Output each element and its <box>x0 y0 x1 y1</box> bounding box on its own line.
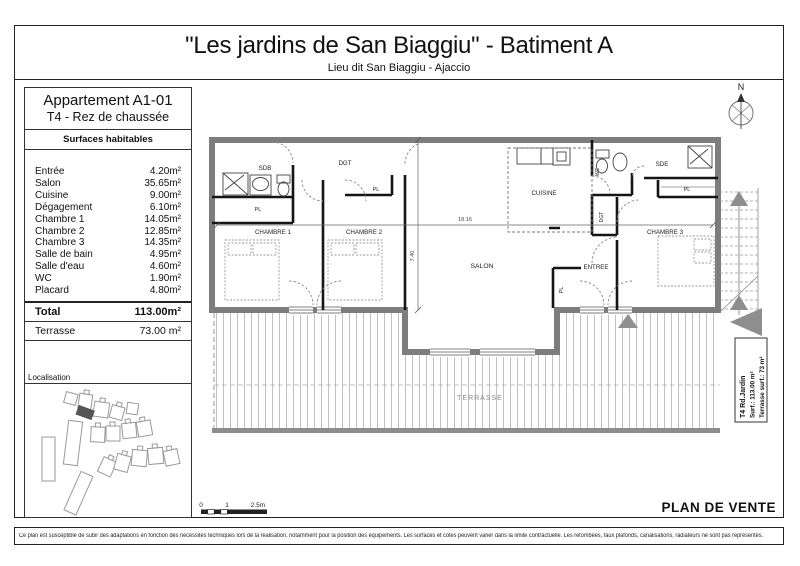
north-arrow-icon <box>737 93 745 102</box>
label-sdb: SDB <box>258 165 272 172</box>
stairs-up-arrow-icon <box>730 295 748 310</box>
apartment-subtitle: T4 - Rez de chaussée <box>46 110 170 124</box>
sidebar <box>24 87 192 518</box>
toilet-icon <box>277 175 290 196</box>
bed-icon <box>658 236 714 286</box>
left-arrow-icon <box>730 308 762 336</box>
sink-icon <box>250 175 271 195</box>
north-compass <box>729 82 753 129</box>
table-row <box>35 226 181 238</box>
room-area: 4.80m² <box>149 285 181 297</box>
table-row <box>35 202 181 214</box>
footer <box>14 527 784 545</box>
sidebar-spacer <box>25 341 191 371</box>
terrasse-label: TERRASSE <box>457 395 503 402</box>
room-label: Placard <box>35 285 69 297</box>
room-label: Salle de bain <box>35 249 93 261</box>
localisation-map-box <box>25 383 191 517</box>
highlighted-building <box>76 406 94 420</box>
sink-icon <box>613 153 627 171</box>
site-buildings <box>42 389 180 515</box>
shower-icon <box>223 173 248 195</box>
label-pl-ch2: PL <box>372 187 380 193</box>
table-row <box>35 190 181 202</box>
scale-25: 2.5m <box>250 502 266 509</box>
scale-bar <box>199 502 267 514</box>
room-labels <box>255 160 691 293</box>
table-row <box>35 285 181 297</box>
stamp-plan-de-vente: PLAN DE VENTE <box>661 500 776 515</box>
room-area: 12.85m² <box>144 225 181 237</box>
terrasse-area: 73.00 m² <box>139 324 181 337</box>
label-salon: SALON <box>470 263 494 270</box>
label-wc: WC <box>595 167 601 177</box>
page-title: "Les jardins de San Biaggiu" - Batiment A <box>185 32 613 59</box>
label-pl-entree: PL <box>559 286 565 294</box>
shower-icon <box>688 146 712 168</box>
room-area: 1.90m² <box>149 273 181 285</box>
total-row <box>25 301 191 322</box>
localisation-map <box>25 384 191 516</box>
room-label: Entrée <box>35 166 65 177</box>
dimension-depth: 7.40 <box>410 250 416 262</box>
table-row <box>35 261 181 273</box>
room-label: Chambre 3 <box>35 237 85 249</box>
dimensions <box>214 137 716 313</box>
terrace-edge <box>212 428 720 433</box>
room-label: Chambre 1 <box>35 213 85 225</box>
side-tag-line2: Surf.: 113.00 m² <box>749 371 757 418</box>
room-area: 35.65m² <box>144 177 181 189</box>
room-area: 4.60m² <box>149 261 181 273</box>
page-subtitle: Lieu dit San Biaggiu - Ajaccio <box>327 62 471 74</box>
apartment-title: Appartement A1-01 <box>43 92 173 109</box>
room-label: WC <box>35 273 52 285</box>
total-label: Total <box>35 305 61 318</box>
room-label: Chambre 2 <box>35 225 85 237</box>
label-entree: ENTREE <box>583 264 609 271</box>
surfaces-table <box>25 150 191 301</box>
room-area: 14.35m² <box>144 237 181 249</box>
fixtures <box>223 146 712 196</box>
surfaces-title: Surfaces habitables <box>25 130 191 150</box>
table-row <box>35 237 181 249</box>
label-dgt-left: DGT <box>338 160 352 167</box>
scale-1: 1 <box>225 502 229 509</box>
scale-0: 0 <box>199 502 203 509</box>
terrace <box>212 313 720 433</box>
room-area: 6.10m² <box>149 201 181 213</box>
floor-plan <box>192 80 786 519</box>
table-row <box>35 273 181 285</box>
stairs-up-arrow-icon <box>730 191 748 206</box>
room-area: 4.95m² <box>149 249 181 261</box>
table-row <box>35 178 181 190</box>
table-row <box>35 166 181 178</box>
label-chambre2: CHAMBRE 2 <box>345 229 383 236</box>
label-pl-ch3: PL <box>683 187 691 193</box>
label-sde: SDE <box>655 161 669 168</box>
label-chambre3: CHAMBRE 3 <box>646 229 684 236</box>
localisation-title: Localisation <box>28 373 71 382</box>
label-dgt-right: DGT <box>599 211 605 223</box>
total-area: 113.00m² <box>134 305 181 318</box>
bed-icon <box>328 240 382 300</box>
room-label: Cuisine <box>35 189 69 201</box>
disclaimer-text: Ce plan est susceptible de subir des adaptations en fonction des nécessités techniques lors de la réalisation, notamment pour la position des équipements. Les surfaces et cotes peuvent varier dans la limite contractuelle. Les retombées, faux plafonds, canalisations, radiateurs ne sont pas représentés. <box>19 533 764 539</box>
room-label: Dégagement <box>35 201 93 213</box>
label-pl-sdb: PL <box>254 207 262 213</box>
staircase <box>720 188 758 315</box>
apartment-box <box>25 88 191 130</box>
header <box>14 25 784 80</box>
room-label: Salon <box>35 177 61 189</box>
table-row <box>35 214 181 226</box>
room-area: 14.05m² <box>144 213 181 225</box>
side-tag <box>730 308 767 422</box>
terrasse-row <box>25 322 191 341</box>
kitchen-counter <box>517 148 570 165</box>
side-tag-line1: T4 Rd.Jardin <box>740 375 747 418</box>
table-row <box>35 249 181 261</box>
compass-label: N <box>737 82 745 92</box>
label-chambre1: CHAMBRE 1 <box>254 229 292 236</box>
bed-icon <box>225 240 279 300</box>
room-label: Salle d'eau <box>35 261 85 273</box>
terrasse-label: Terrasse <box>35 324 76 337</box>
room-area: 4.20m² <box>149 166 181 177</box>
label-cuisine: CUISINE <box>531 190 557 197</box>
side-tag-line3: Terrasse surf.: 73 m² <box>759 356 766 418</box>
room-area: 9.00m² <box>149 189 181 201</box>
dimension-width: 18.16 <box>458 217 472 223</box>
